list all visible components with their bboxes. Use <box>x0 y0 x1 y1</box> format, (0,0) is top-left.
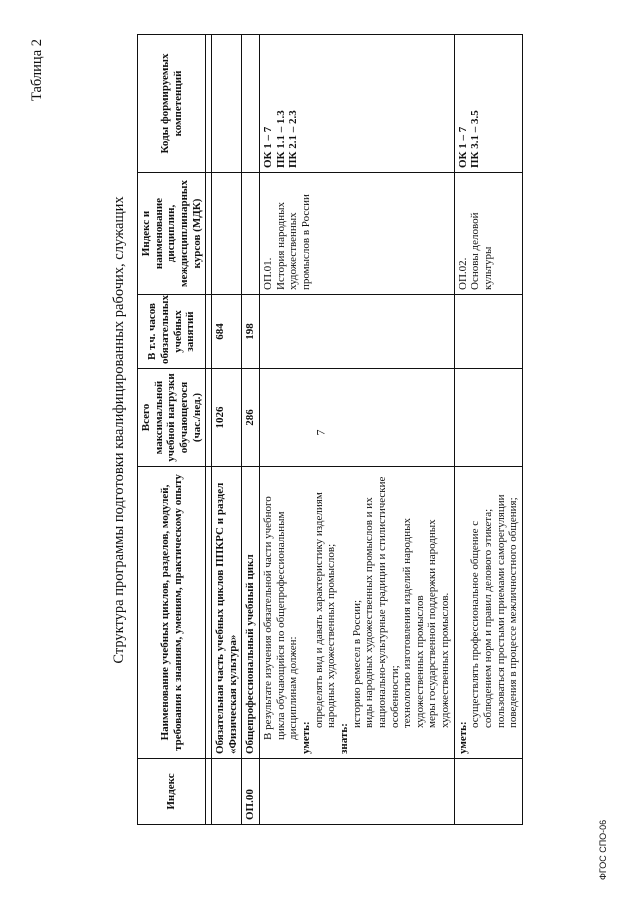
competency-code: ПК 1.1 – 1.3 <box>274 110 287 168</box>
cycle-index: ОП.00 <box>242 759 260 825</box>
discipline-name: Основы деловой культуры <box>469 212 495 290</box>
competency-code: ОК 1 – 7 <box>262 126 275 168</box>
competency-code: ПК 3.1 – 3.5 <box>469 110 482 168</box>
competencies-cell <box>454 35 522 173</box>
landscape-content <box>29 35 545 825</box>
discipline-cell <box>260 173 455 295</box>
mandatory-part-max-load: 1026 <box>212 369 242 467</box>
requirements-cell <box>454 467 522 759</box>
intro-text: В результате изучения обязательной части учебного цикла обучающийся по общепрофессиональным дисциплинам должен: <box>262 496 300 740</box>
header-name: Наименование учебных циклов, разделов, модулей, требования к знаниям, умениям, практическому опыту <box>138 467 206 759</box>
cycle-name: Общепрофессиональный учебный цикл <box>242 467 260 759</box>
competency-code: ПК 2.1 – 2.3 <box>287 110 300 168</box>
page-number: 7 <box>313 429 328 436</box>
table-caption: Таблица 2 <box>29 39 45 102</box>
mandatory-part-name: Обязательная часть учебных циклов ППКРС и раздел «Физическая культура» <box>212 467 242 759</box>
list-item: меры государственной поддержки народных художественных промыслов. <box>426 519 452 728</box>
document-title: Структура программы подготовки квалифицированных рабочих, служащих <box>111 196 127 664</box>
header-row <box>138 35 206 825</box>
header-max-load: Всего максимальной учебной нагрузки обучающегося (час./нед.) <box>138 369 206 467</box>
table-row <box>260 35 455 825</box>
list-item: виды народных художественных промыслов и их национально-культурные традиции и стилистические особенности; <box>363 476 401 728</box>
discipline-code: ОП.02. <box>456 257 469 290</box>
discipline-name: История народных художественных промыслов в России <box>274 194 313 290</box>
table-row-cycle <box>242 35 260 825</box>
umet-label: уметь: <box>300 721 313 754</box>
header-mandatory-hours: В т.ч. часов обязательных учебных занятий <box>138 295 206 369</box>
header-competencies: Коды формируемых компетенций <box>138 35 206 173</box>
competency-code: ОК 1 – 7 <box>456 126 469 168</box>
header-index: Индекс <box>138 759 206 825</box>
structure-table <box>137 34 523 825</box>
cycle-max-load: 286 <box>242 369 260 467</box>
list-item: историю ремесел в России; <box>350 599 363 728</box>
table-row <box>454 35 522 825</box>
znat-label: знать: <box>337 723 350 754</box>
competencies-cell <box>260 35 455 173</box>
list-item: определять вид и давать характеристику изделиям народных художественных промыслов; <box>312 492 338 728</box>
discipline-code: ОП.01. <box>262 257 275 290</box>
cycle-hours: 198 <box>242 295 260 369</box>
list-item: технологию изготовления изделий народных художественных промыслов <box>401 518 426 728</box>
mandatory-part-hours: 684 <box>212 295 242 369</box>
umet-label: уметь: <box>456 721 469 754</box>
discipline-cell <box>454 173 522 295</box>
table-row-mandatory-part <box>212 35 242 825</box>
footer-code: ФГОС СПО-06 <box>598 819 608 880</box>
list-item: пользоваться простыми приемами саморегуляции поведения в процессе межличностного общения; <box>494 494 520 728</box>
list-item: осуществлять профессиональное общение с соблюдением норм и правил делового этикета; <box>469 508 495 728</box>
requirements-cell <box>260 467 455 759</box>
header-discipline: Индекс и наименование дисциплин, междисциплинарных курсов (МДК) <box>138 173 206 295</box>
